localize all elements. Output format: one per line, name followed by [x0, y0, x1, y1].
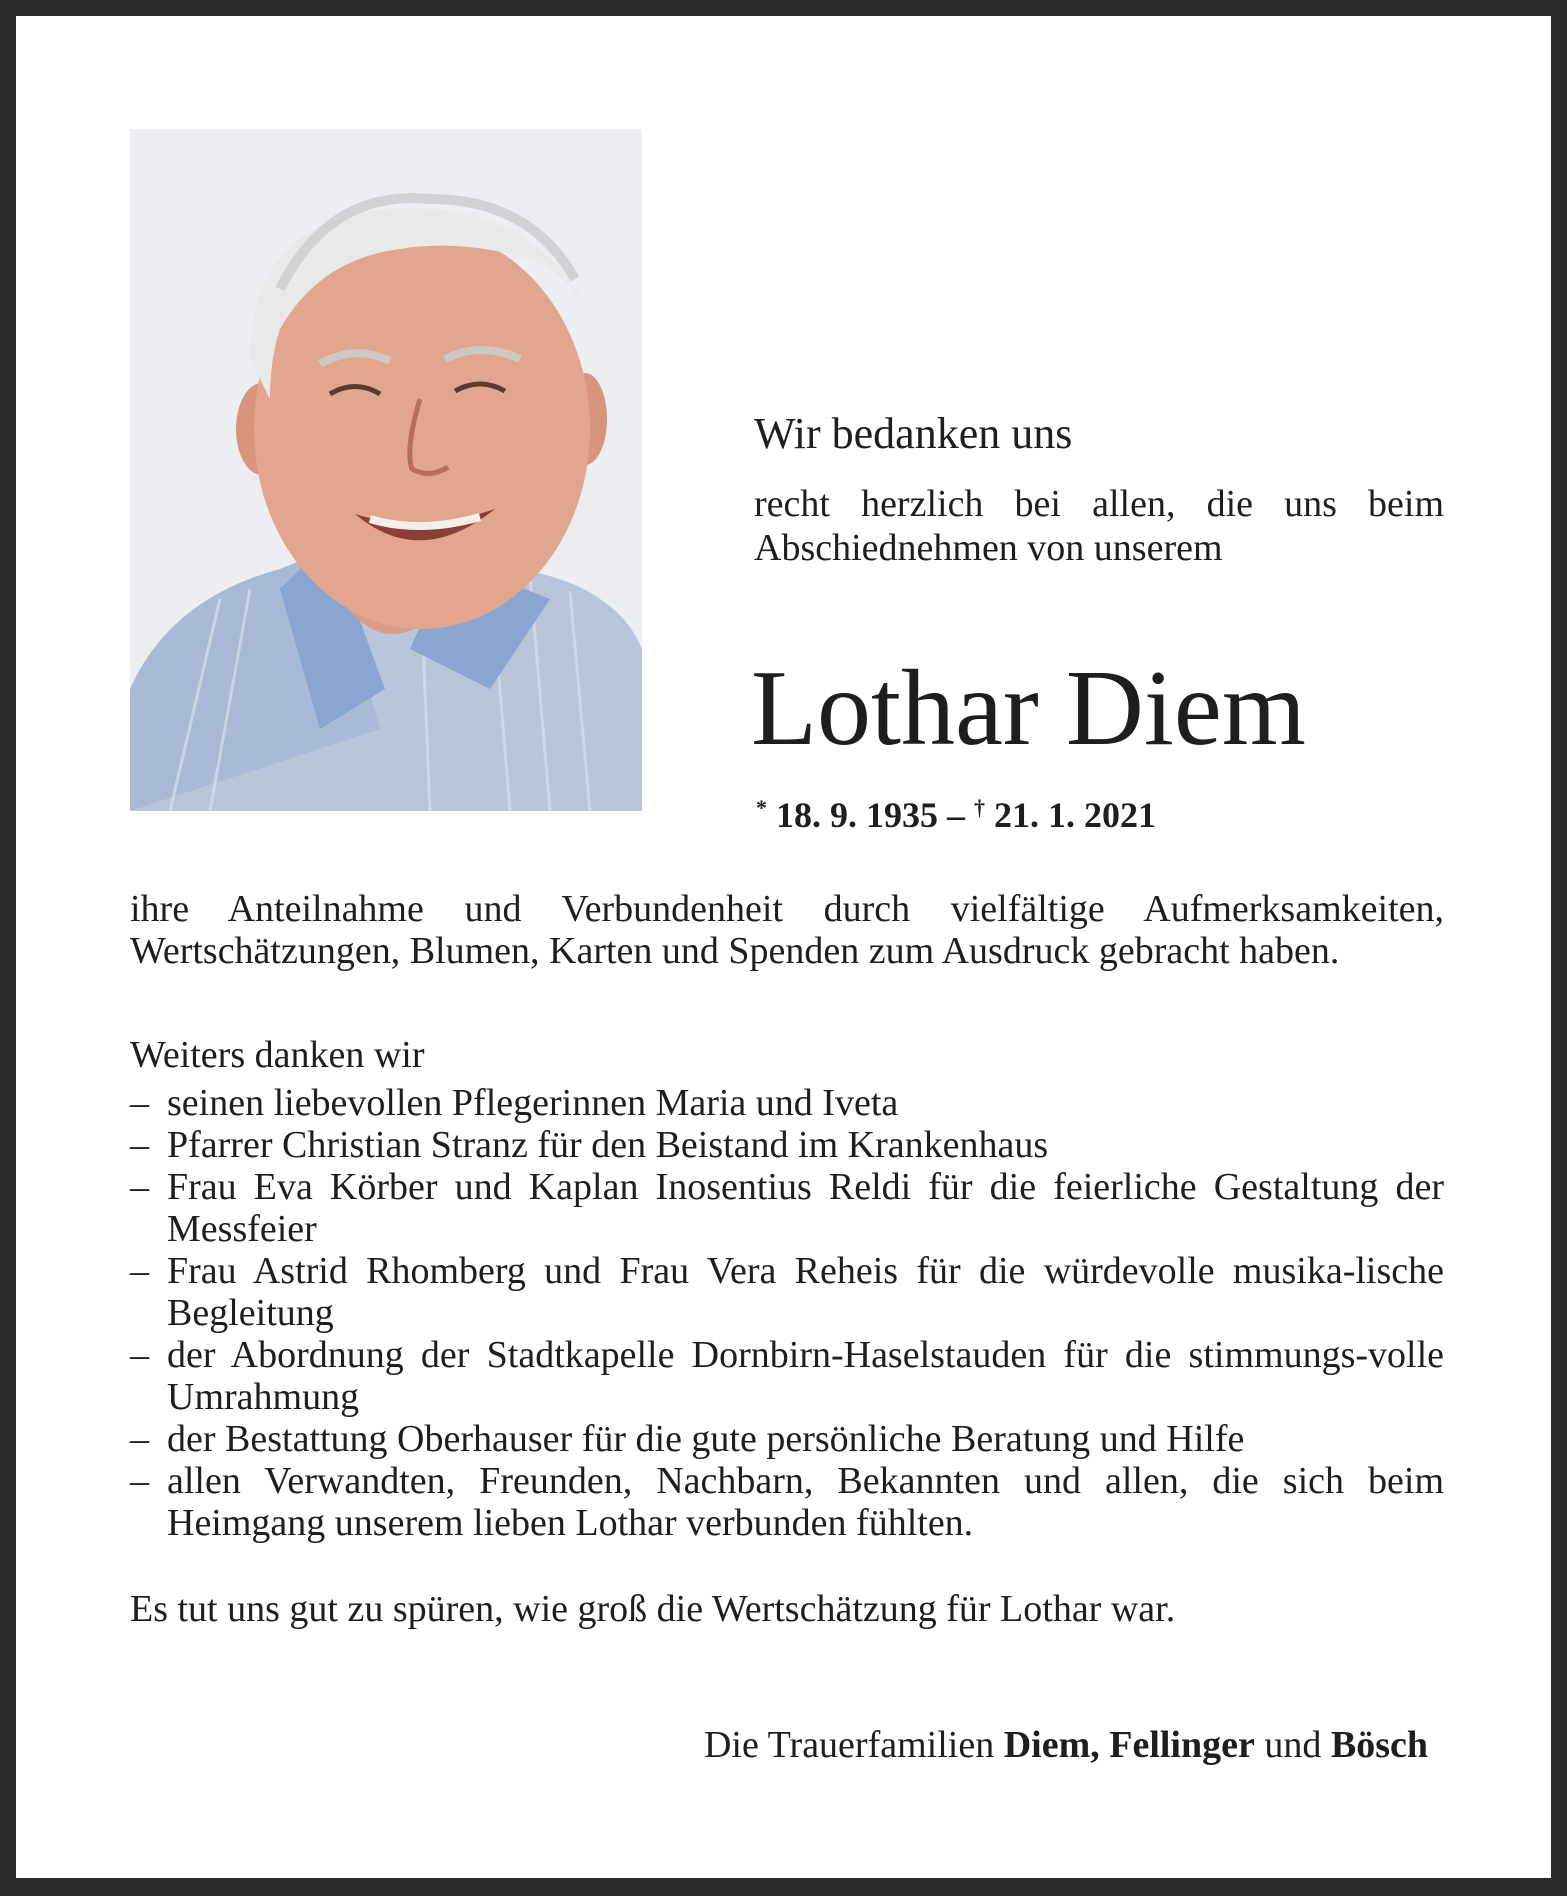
thanks-item-text: Pfarrer Christian Stranz für den Beistand im Krankenhaus	[167, 1124, 1049, 1166]
thanks-item	[130, 1124, 1444, 1166]
notice-body	[130, 888, 1444, 1630]
bullet-dash: –	[130, 1418, 149, 1460]
family-name-fellinger: Fellinger	[1109, 1724, 1255, 1766]
bullet-dash: –	[130, 1166, 149, 1208]
death-date: 21. 1. 2021	[994, 795, 1156, 835]
thanks-item-text: Frau Eva Körber und Kaplan Inosentius Reldi für die feierliche Gestaltung der Messfeier	[167, 1166, 1444, 1250]
thanks-item-text: der Abordnung der Stadtkapelle Dornbirn-Haselstauden für die stimmungs-volle Umrahmung	[167, 1334, 1444, 1418]
deceased-name: Lothar Diem	[751, 649, 1306, 768]
death-symbol: †	[974, 795, 985, 820]
portrait-illustration	[130, 129, 642, 811]
thanks-intro: Weiters danken wir	[130, 1034, 425, 1076]
thanks-item	[130, 1082, 1444, 1124]
thanks-item	[130, 1418, 1444, 1460]
thanks-item-text: allen Verwandten, Freunden, Nachbarn, Bekannten und allen, die sich beim Heimgang unserem lieben Lothar verbunden fühlten.	[167, 1460, 1444, 1544]
notice-heading: Wir bedanken uns	[754, 409, 1073, 458]
thanks-item-text: der Bestattung Oberhauser für die gute persönliche Beratung und Hilfe	[167, 1418, 1245, 1460]
thanks-item	[130, 1460, 1444, 1544]
bullet-dash: –	[130, 1124, 149, 1166]
thanks-item	[130, 1334, 1444, 1418]
birth-date: 18. 9. 1935	[776, 795, 938, 835]
notice-lead: recht herzlich bei allen, die uns beim Abschiednehmen von unserem	[754, 483, 1444, 569]
bullet-dash: –	[130, 1250, 149, 1292]
bullet-dash: –	[130, 1334, 149, 1376]
bullet-dash: –	[130, 1082, 149, 1124]
signature-line	[704, 1723, 1428, 1767]
signature-connector: und	[1264, 1724, 1322, 1766]
family-name-boesch: Bösch	[1330, 1724, 1428, 1766]
intro-block	[754, 408, 1444, 570]
thanks-list	[130, 1082, 1444, 1544]
thanks-item	[130, 1250, 1444, 1334]
family-name-diem: Diem,	[1003, 1724, 1100, 1766]
bullet-dash: –	[130, 1460, 149, 1502]
portrait-photo	[130, 129, 642, 811]
closing-sentence: Es tut uns gut zu spüren, wie groß die Wertschätzung für Lothar war.	[130, 1588, 1176, 1630]
signature-prefix: Die Trauerfamilien	[703, 1724, 995, 1766]
thanks-item-text: seinen liebevollen Pflegerinnen Maria und Iveta	[167, 1082, 899, 1124]
thanks-item	[130, 1166, 1444, 1250]
date-separator: –	[947, 795, 965, 835]
life-dates	[756, 788, 1156, 835]
obituary-card	[16, 16, 1551, 1878]
thanks-item-text: Frau Astrid Rhomberg und Frau Vera Reheis für die würdevolle musika-lische Begleitung	[167, 1250, 1444, 1334]
body-paragraph: ihre Anteilnahme und Verbundenheit durch vielfältige Aufmerksamkeiten, Wertschätzungen, Blumen, Karten und Spenden zum Ausdruck gebracht haben.	[130, 888, 1444, 972]
birth-symbol: *	[756, 795, 767, 820]
